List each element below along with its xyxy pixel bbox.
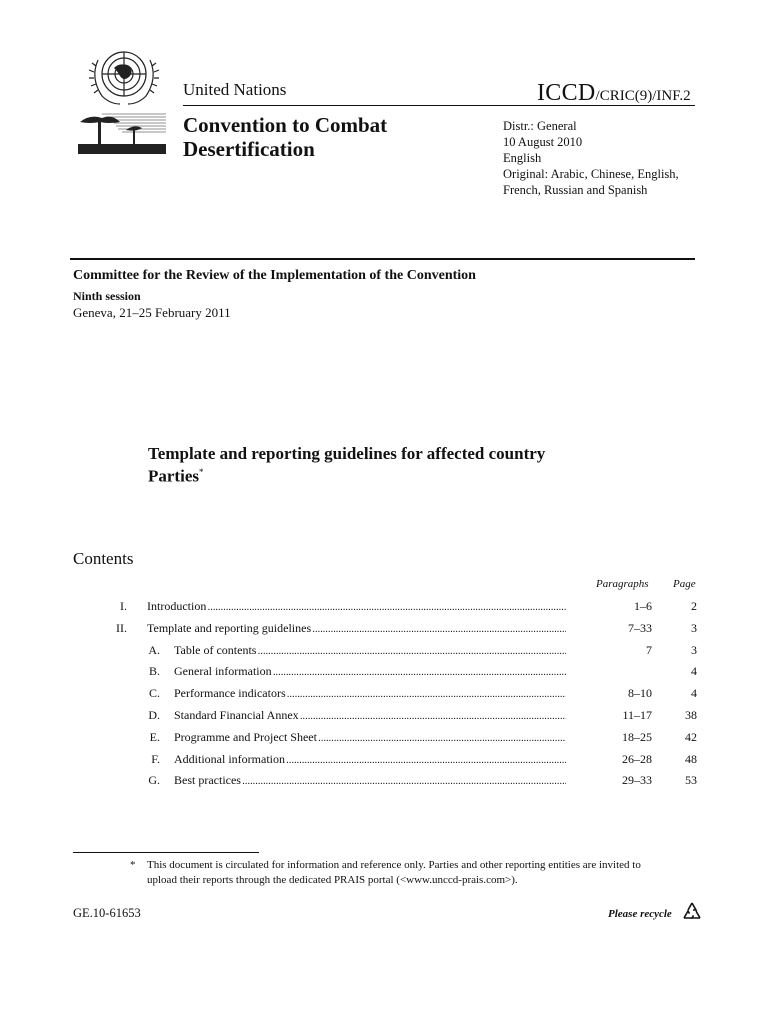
- toc-entry-label: Programme and Project Sheet . . .: [174, 729, 566, 747]
- toc-entry-number: E.: [149, 729, 160, 744]
- convention-title: [183, 113, 387, 161]
- convention-title-line2: Desertification: [183, 137, 315, 161]
- toc-entry-label: General information . . .: [174, 663, 566, 681]
- header-rule: [183, 105, 695, 106]
- toc-entry[interactable]: [0, 685, 770, 701]
- toc-entry-page: 42: [685, 729, 697, 744]
- toc-entry-number: C.: [148, 686, 160, 701]
- toc-entry-label: Additional information . . .: [174, 751, 566, 769]
- toc-entry-number: II.: [116, 620, 127, 635]
- contents-heading: Contents: [73, 549, 134, 568]
- distribution-line: 10 August 2010: [503, 135, 583, 149]
- document-symbol-rest: /CRIC(9)/INF.2: [595, 88, 691, 104]
- distribution-block: [503, 118, 679, 198]
- toc-entry-number: A.: [148, 642, 160, 657]
- toc-entry[interactable]: [0, 772, 770, 788]
- recycle-text: Please recycle: [608, 908, 672, 920]
- toc-entry-label: Performance indicators . . .: [174, 685, 566, 703]
- toc-entry-page: 3: [691, 620, 697, 635]
- section-rule: [70, 258, 695, 260]
- toc-entry-page: 48: [685, 751, 697, 766]
- recycle-icon: [680, 900, 704, 924]
- toc-entry-paragraphs: 7: [646, 642, 652, 657]
- toc-entry-number: D.: [148, 708, 160, 722]
- paragraphs-column-header: Paragraphs: [596, 578, 649, 590]
- toc-entry-paragraphs: 18–25: [622, 729, 652, 744]
- toc-entry[interactable]: [0, 707, 770, 723]
- toc-entry-number: F.: [151, 751, 160, 766]
- job-number: GE.10-61653: [73, 906, 141, 920]
- document-symbol-main: ICCD: [537, 80, 596, 106]
- toc-entry[interactable]: [0, 598, 770, 614]
- toc-entry-paragraphs: 7–33: [628, 620, 652, 635]
- convention-title-line1: Convention to Combat: [183, 113, 388, 137]
- toc-entry-label: Best practices . . .: [174, 772, 566, 790]
- footnote-rule: [73, 852, 259, 853]
- footnote-reference[interactable]: *: [198, 467, 204, 477]
- toc-entry-label: Template and reporting guidelines . . .: [147, 620, 566, 638]
- committee-name: Committee for the Review of the Implementation of the Convention: [73, 268, 476, 283]
- footnote-mark: *: [130, 859, 136, 871]
- toc-entry-paragraphs: 1–6: [634, 599, 652, 613]
- toc-entry-page: 53: [685, 773, 697, 788]
- toc-entry[interactable]: [0, 663, 770, 679]
- toc-entry-number: G.: [148, 773, 160, 788]
- document-title-line2: Parties: [148, 466, 199, 486]
- un-emblem-icon: [84, 40, 164, 112]
- distribution-line: Original: Arabic, Chinese, English,: [503, 167, 679, 181]
- distribution-line: Distr.: General: [503, 119, 577, 133]
- toc-entry-page: 2: [691, 599, 697, 613]
- session-name: Ninth session: [73, 289, 141, 303]
- organization-name: United Nations: [183, 80, 287, 99]
- toc-entry-paragraphs: 29–33: [622, 773, 652, 788]
- toc-entry-number: B.: [148, 664, 160, 679]
- toc-entry-paragraphs: 11–17: [622, 708, 652, 722]
- toc-entry-page: 38: [685, 708, 697, 722]
- page-column-header: Page: [673, 578, 696, 590]
- document-title-line1: Template and reporting guidelines for affected country: [148, 444, 546, 463]
- toc-entry[interactable]: [0, 642, 770, 658]
- toc-entry-label: Table of contents . . .: [174, 642, 566, 660]
- toc-entry-page: 4: [691, 686, 697, 701]
- toc-entry-label: Standard Financial Annex . . .: [174, 707, 566, 725]
- toc-entry-number: I.: [120, 599, 127, 613]
- toc-entry[interactable]: [0, 751, 770, 767]
- document-title: [148, 444, 545, 486]
- document-symbol: [537, 80, 691, 107]
- meeting-place-date: Geneva, 21–25 February 2011: [73, 305, 231, 320]
- unccd-tree-logo-icon: [76, 108, 168, 156]
- toc-entry[interactable]: [0, 729, 770, 745]
- toc-entry-page: 3: [691, 642, 697, 657]
- toc-entry-label: Introduction . . .: [147, 598, 566, 616]
- toc-entry-page: 4: [691, 664, 697, 679]
- distribution-line: French, Russian and Spanish: [503, 183, 648, 197]
- toc-entry-paragraphs: 26–28: [622, 751, 652, 766]
- toc-entry-paragraphs: 8–10: [628, 686, 652, 701]
- footnote-text: This document is circulated for information and reference only. Parties and other reporting entities are invited to upload their reports through the dedicated PRAIS portal (<www.unccd-prais.com>).: [147, 859, 641, 886]
- toc-entry[interactable]: [0, 620, 770, 636]
- distribution-line: English: [503, 151, 542, 165]
